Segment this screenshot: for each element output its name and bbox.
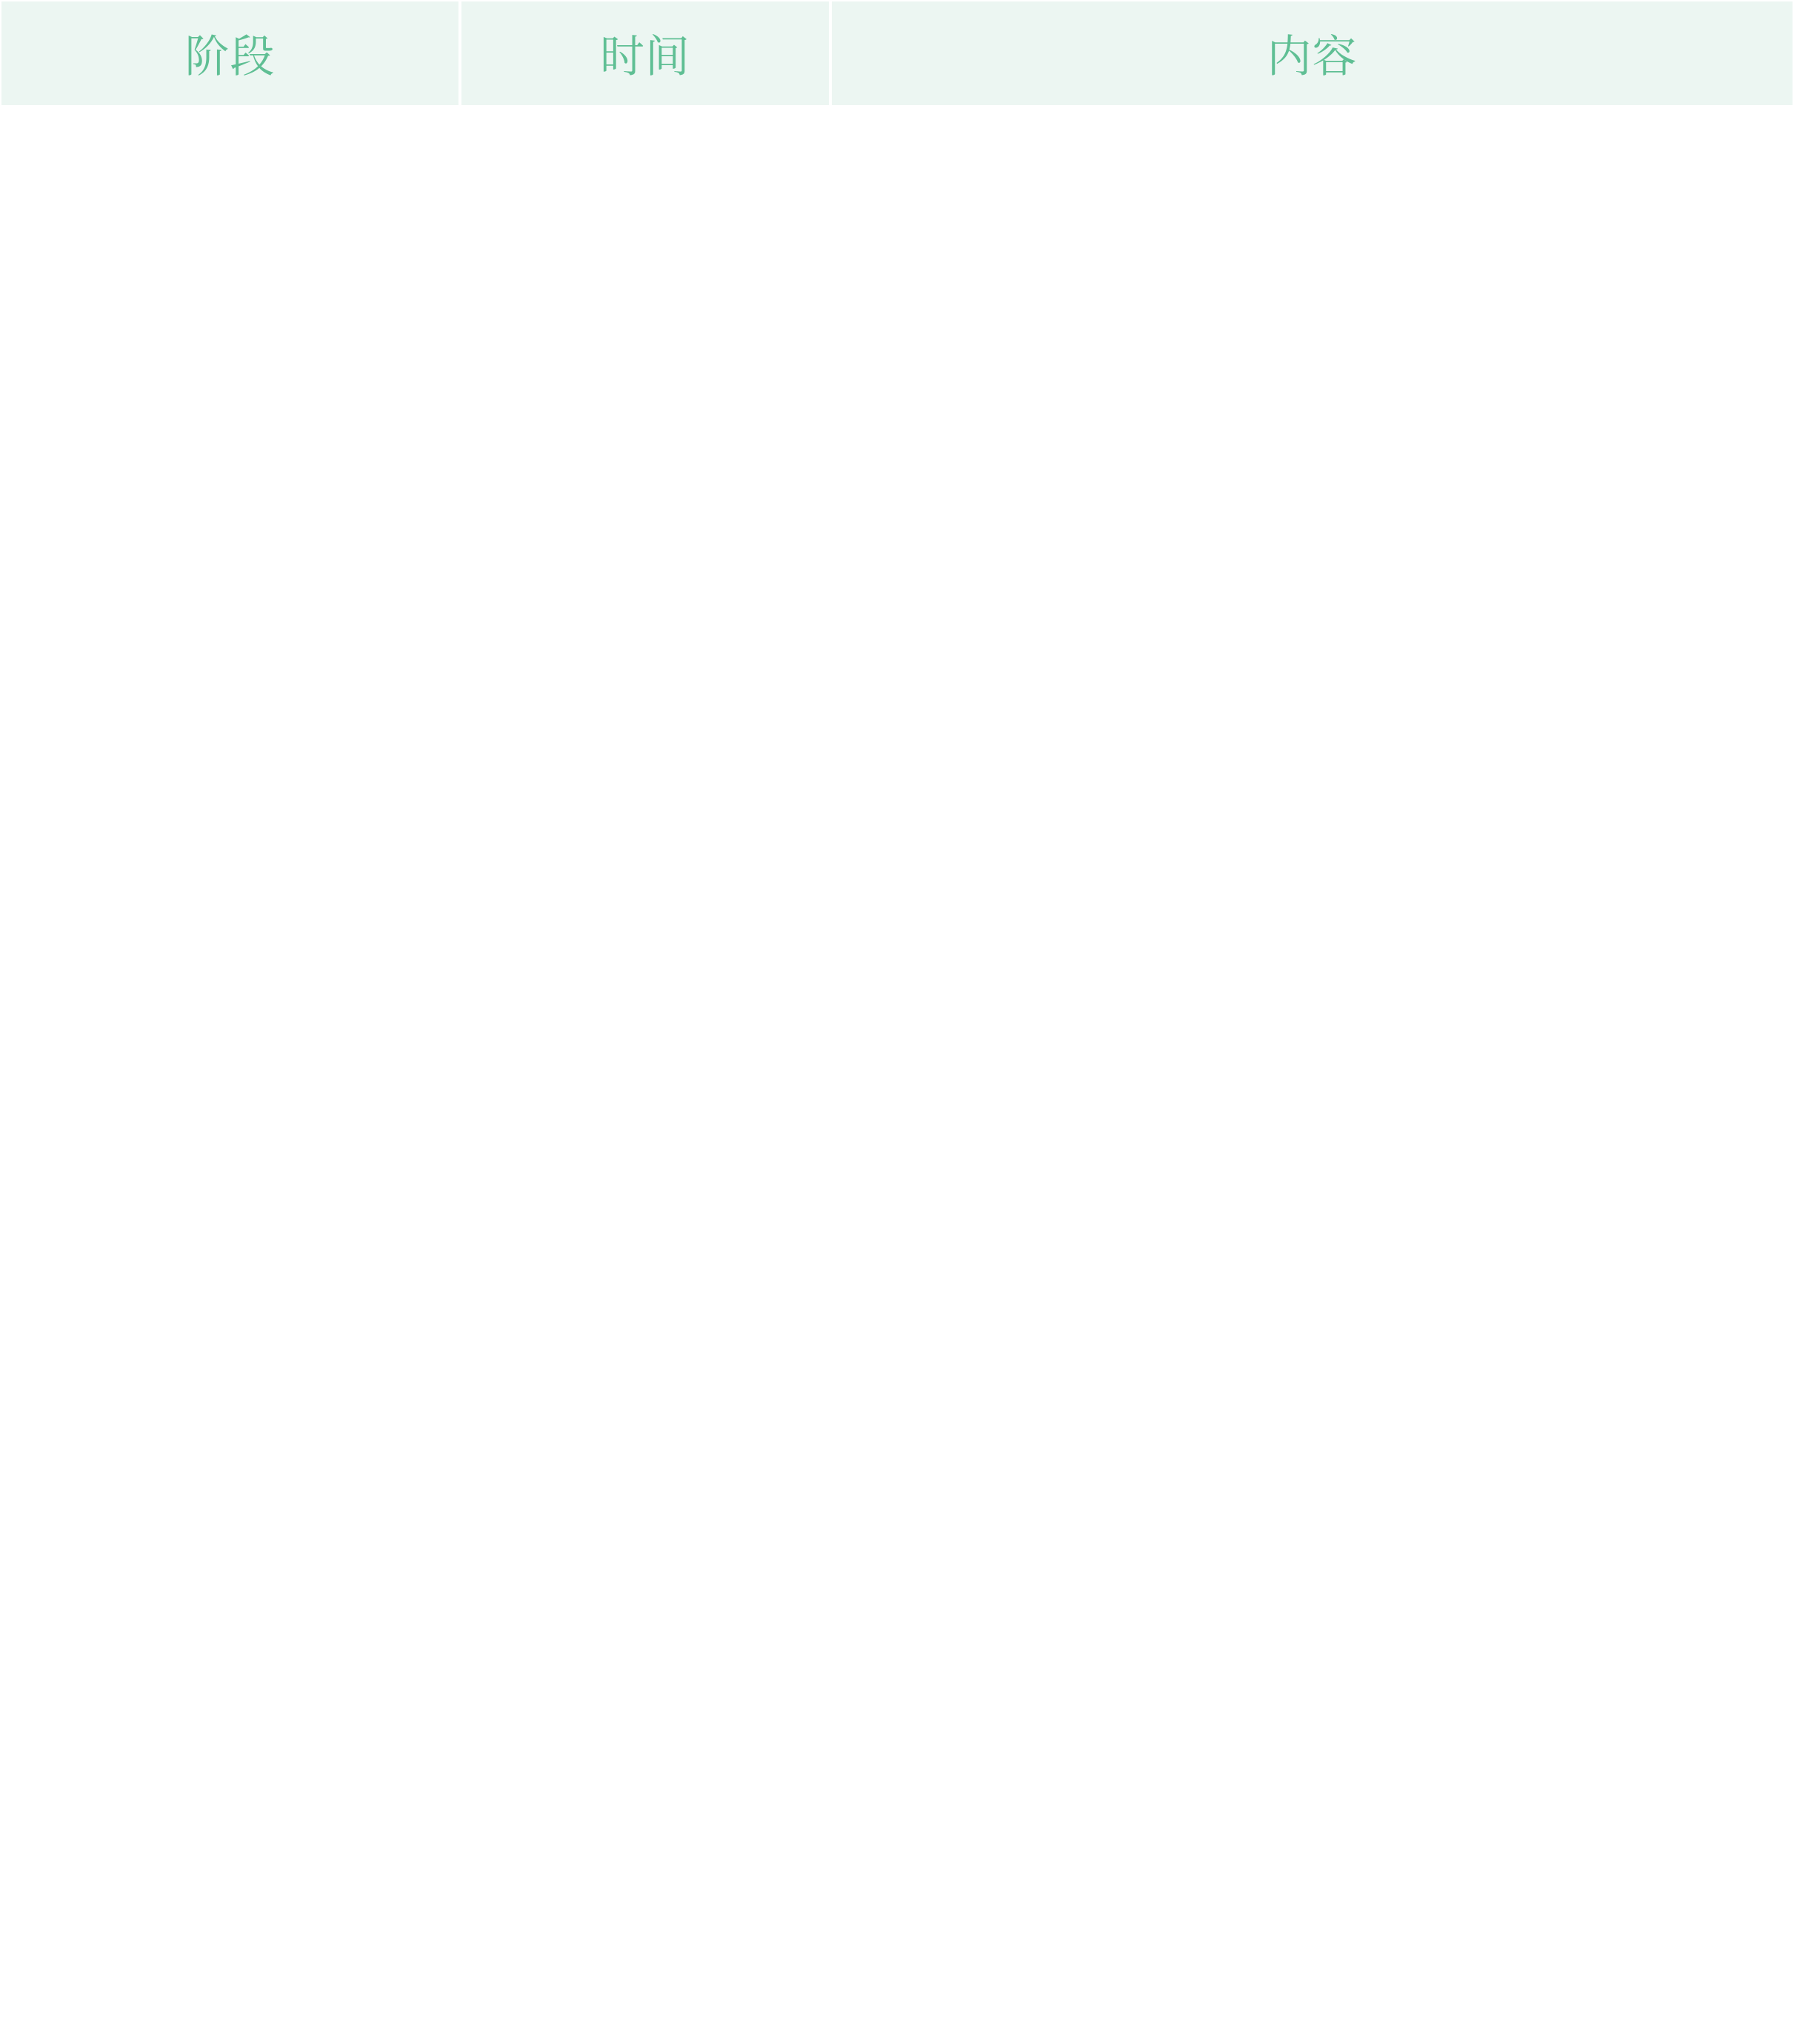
column-header-stage: 阶段 bbox=[0, 0, 460, 107]
column-header-content: 内容 bbox=[830, 0, 1794, 107]
table-body bbox=[0, 110, 1794, 2044]
table-header-row bbox=[0, 0, 1794, 110]
column-header-time: 时间 bbox=[460, 0, 830, 107]
